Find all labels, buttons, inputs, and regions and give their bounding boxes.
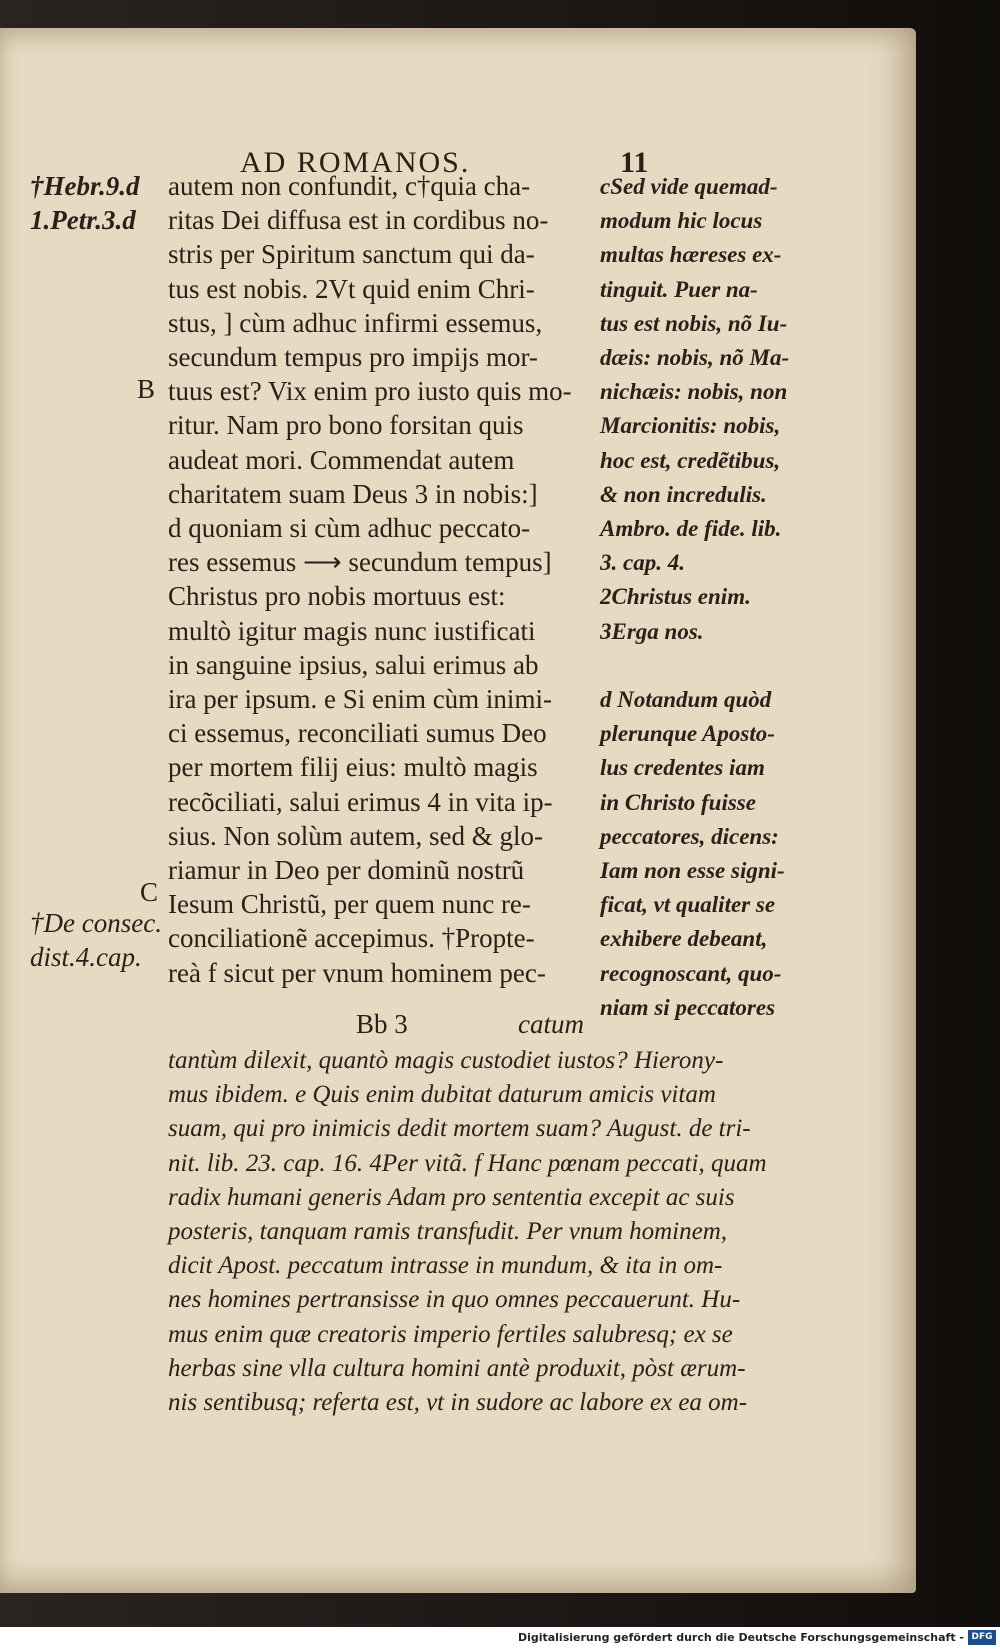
right-notes-line: modum hic locus bbox=[600, 208, 763, 234]
right-notes-line: & non incredulis. bbox=[600, 481, 767, 507]
main-text-line: tus est nobis. 2Vt quid enim Chri- bbox=[168, 273, 535, 304]
bottom-notes-line: suam, qui pro inimicis dedit mortem suam? August. de tri- bbox=[168, 1115, 751, 1143]
right-notes-line: ficat, vt qualiter se bbox=[600, 892, 776, 918]
footer-bar bbox=[0, 1627, 1000, 1649]
right-notes-line: peccatores, dicens: bbox=[600, 823, 779, 849]
main-text-line: ci essemus, reconciliati sumus Deo bbox=[168, 718, 547, 749]
main-text-line: stris per Spiritum sanctum qui da- bbox=[168, 239, 535, 270]
right-notes-line: Ambro. de fide. lib. bbox=[600, 516, 782, 541]
main-text-line: riamur in Deo per dominũ nostrũ bbox=[168, 855, 525, 885]
running-title: AD ROMANOS. bbox=[240, 146, 471, 179]
main-text-line: ritas Dei diffusa est in cordibus no- bbox=[168, 205, 549, 236]
right-notes-line: Iam non esse signi- bbox=[600, 858, 785, 883]
main-text-line: Iesum Christũ, per quem nunc re- bbox=[168, 889, 531, 920]
page-number: 11 bbox=[620, 146, 649, 179]
right-notes-line: tinguit. Puer na- bbox=[600, 276, 758, 302]
margin-ref-hebr: †Hebr.9.d bbox=[30, 171, 140, 201]
right-notes-line: Marcionitis: nobis, bbox=[600, 413, 781, 439]
margin-ref-consec: †De consec. bbox=[30, 908, 162, 938]
section-letter-c: C bbox=[140, 877, 159, 907]
dfg-logo: DFG bbox=[968, 1630, 996, 1645]
right-notes-line: nichæis: nobis, non bbox=[600, 379, 788, 405]
right-notes-line: tus est nobis, nõ Iu- bbox=[600, 310, 788, 336]
right-notes-line: dæis: nobis, nõ Ma- bbox=[600, 345, 790, 370]
bottom-notes-line: tantùm dilexit, quantò magis custodiet iustos? Hierony- bbox=[168, 1047, 724, 1074]
right-notes-line: cSed vide quemad- bbox=[600, 174, 778, 199]
bottom-notes-line: radix humani generis Adam pro sententia excepit ac suis bbox=[168, 1183, 735, 1211]
main-text-line: audeat mori. Commendat autem bbox=[168, 444, 515, 475]
bottom-notes-line: mus ibidem. e Quis enim dubitat daturum amicis vitam bbox=[168, 1081, 716, 1109]
catchword: catum bbox=[518, 1009, 584, 1039]
main-text-line: res essemus ⟶ secundum tempus] bbox=[168, 547, 552, 578]
right-notes-line: in Christo fuisse bbox=[600, 789, 756, 815]
right-notes-line: 3. cap. 4. bbox=[600, 550, 685, 576]
main-text-line: Christus pro nobis mortuus est: bbox=[168, 581, 506, 612]
right-notes-line: 3Erga nos. bbox=[600, 618, 704, 644]
main-text-line: reà f sicut per vnum hominem pec- bbox=[168, 957, 546, 988]
section-letter-b: B bbox=[137, 374, 156, 404]
main-text-line: secundum tempus pro impijs mor- bbox=[168, 342, 538, 372]
bottom-notes-line: mus enim quæ creatoris imperio fertiles salubresq; ex se bbox=[168, 1320, 733, 1348]
main-text-line: ritur. Nam pro bono forsitan quis bbox=[168, 410, 524, 441]
right-notes-line: 2Christus enim. bbox=[600, 584, 751, 610]
bottom-notes-line: dicit Apost. peccatum intrasse in mundum, & ita in om- bbox=[168, 1252, 723, 1280]
main-text-line: ira per ipsum. e Si enim cùm inimi- bbox=[168, 684, 552, 714]
right-notes-line: plerunque Aposto- bbox=[600, 721, 775, 747]
main-text-line: multò igitur magis nunc iustificati bbox=[168, 615, 536, 646]
bottom-notes-line: nit. lib. 23. cap. 16. 4Per vitã. f Hanc pœnam peccati, quam bbox=[168, 1149, 767, 1177]
right-notes-line: d Notandum quòd bbox=[600, 687, 772, 712]
main-text-line: autem non confundit, c†quia cha- bbox=[168, 171, 531, 201]
main-text-line: in sanguine ipsius, salui erimus ab bbox=[168, 649, 539, 680]
margin-ref-petr: 1.Petr.3.d bbox=[30, 205, 136, 235]
main-text-line: tuus est? Vix enim pro iusto quis mo- bbox=[168, 376, 572, 407]
main-text-line: charitatem suam Deus 3 in nobis:] bbox=[168, 478, 538, 509]
footer-credit: Digitalisierung gefördert durch die Deutsche Forschungsgemeinschaft - bbox=[517, 1631, 964, 1644]
main-text-line: d quoniam si cùm adhuc peccato- bbox=[168, 513, 531, 543]
right-notes-line: exhibere debeant, bbox=[600, 926, 768, 952]
signature-mark: Bb 3 bbox=[356, 1009, 408, 1039]
right-notes-line: hoc est, credẽtibus, bbox=[600, 447, 781, 473]
right-notes-line: recognoscant, quo- bbox=[600, 960, 782, 986]
bottom-notes-line: herbas sine vlla cultura homini antè produxit, pòst ærum- bbox=[168, 1354, 746, 1382]
main-text-line: conciliationẽ accepimus. †Propte- bbox=[168, 923, 535, 954]
main-text-line: per mortem filij eius: multò magis bbox=[168, 752, 538, 783]
bottom-notes-line: nes homines pertransisse in quo omnes peccauerunt. Hu- bbox=[168, 1286, 741, 1314]
bottom-notes-line: nis sentibusq; referta est, vt in sudore ac labore ex ea om- bbox=[168, 1389, 748, 1416]
right-notes-line: niam si peccatores bbox=[600, 994, 776, 1020]
book-page bbox=[0, 28, 916, 1593]
margin-ref-dist: dist.4.cap. bbox=[30, 942, 142, 972]
main-text-line: recõciliati, salui erimus 4 in vita ip- bbox=[168, 786, 553, 817]
right-notes-line: multas hæreses ex- bbox=[600, 242, 782, 268]
bottom-notes-line: posteris, tanquam ramis transfudit. Per vnum hominem, bbox=[168, 1218, 728, 1245]
main-text-line: stus, ] cùm adhuc infirmi essemus, bbox=[168, 307, 543, 338]
right-notes-line: lus credentes iam bbox=[600, 755, 765, 781]
main-text-line: sius. Non solùm autem, sed & glo- bbox=[168, 820, 543, 851]
